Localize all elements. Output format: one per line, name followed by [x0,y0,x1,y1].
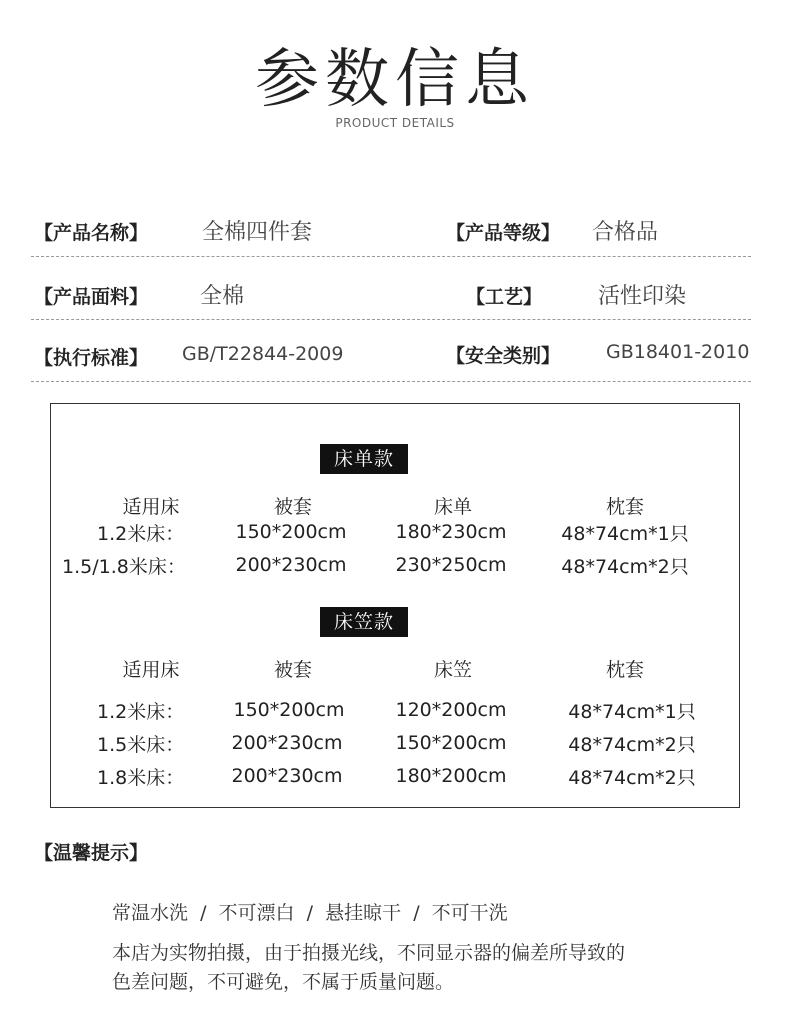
row-pillowcase-size: 48*74cm*2只 [561,556,689,578]
spec-value-grade: 合格品 [592,220,659,245]
divider [31,319,751,320]
spec-value-safety: GB18401-2010 [606,341,750,363]
fitted-header-fitted-sheet: 床笠 [433,659,473,681]
row-fitted-size: 180*200cm [395,765,507,787]
spec-label-product-name: 【产品名称】 [34,222,149,244]
fitted-header-duvet: 被套 [273,659,313,681]
row-pillowcase-size: 48*74cm*1只 [568,701,696,723]
spec-label-safety: 【安全类别】 [446,345,561,367]
spec-label-craft: 【工艺】 [466,286,543,308]
row-bed-size: 1.2米床： [97,701,185,723]
sheet-header-sheet: 床单 [433,496,473,518]
spec-value-craft: 活性印染 [598,284,687,309]
row-bed-size: 1.2米床： [97,523,185,545]
row-sheet-size: 180*230cm [395,521,507,543]
sheet-header-pillowcase: 枕套 [605,496,645,518]
row-duvet-size: 200*230cm [231,732,343,754]
page-subtitle: PRODUCT DETAILS [335,116,455,130]
row-pillowcase-size: 48*74cm*2只 [568,734,696,756]
row-duvet-size: 200*230cm [231,765,343,787]
row-sheet-size: 230*250cm [395,554,507,576]
spec-value-standard: GB/T22844-2009 [182,343,344,365]
fitted-header-bed: 适用床 [122,659,180,681]
sheet-header-bed: 适用床 [122,496,180,518]
page-title: 参数信息 [255,43,535,117]
row-fitted-size: 150*200cm [395,732,507,754]
disclaimer-line-2: 色差问题，不可避免，不属于质量问题。 [112,971,455,993]
care-instructions: 常温水洗 / 不可漂白 / 悬挂晾干 / 不可干洗 [112,902,508,924]
divider [31,381,751,382]
row-bed-size: 1.5/1.8米床： [62,556,186,578]
row-duvet-size: 150*200cm [235,521,347,543]
row-duvet-size: 200*230cm [235,554,347,576]
row-bed-size: 1.5米床： [97,734,185,756]
fitted-header-pillowcase: 枕套 [605,659,645,681]
row-fitted-size: 120*200cm [395,699,507,721]
sheet-header-duvet: 被套 [273,496,313,518]
row-pillowcase-size: 48*74cm*1只 [561,523,689,545]
spec-label-standard: 【执行标准】 [34,347,149,369]
spec-value-product-name: 全棉四件套 [202,220,313,245]
size-table-box [50,403,740,808]
notes-title: 【温馨提示】 [34,842,149,864]
disclaimer-line-1: 本店为实物拍摄，由于拍摄光线，不同显示器的偏差所导致的 [112,942,626,964]
row-bed-size: 1.8米床： [97,767,185,789]
spec-label-grade: 【产品等级】 [446,222,561,244]
fitted-section-tag: 床笠款 [320,607,408,637]
row-duvet-size: 150*200cm [233,699,345,721]
divider [31,256,751,257]
spec-value-fabric: 全棉 [200,284,245,309]
row-pillowcase-size: 48*74cm*2只 [568,767,696,789]
spec-label-fabric: 【产品面料】 [34,286,149,308]
sheet-section-tag: 床单款 [320,444,408,474]
